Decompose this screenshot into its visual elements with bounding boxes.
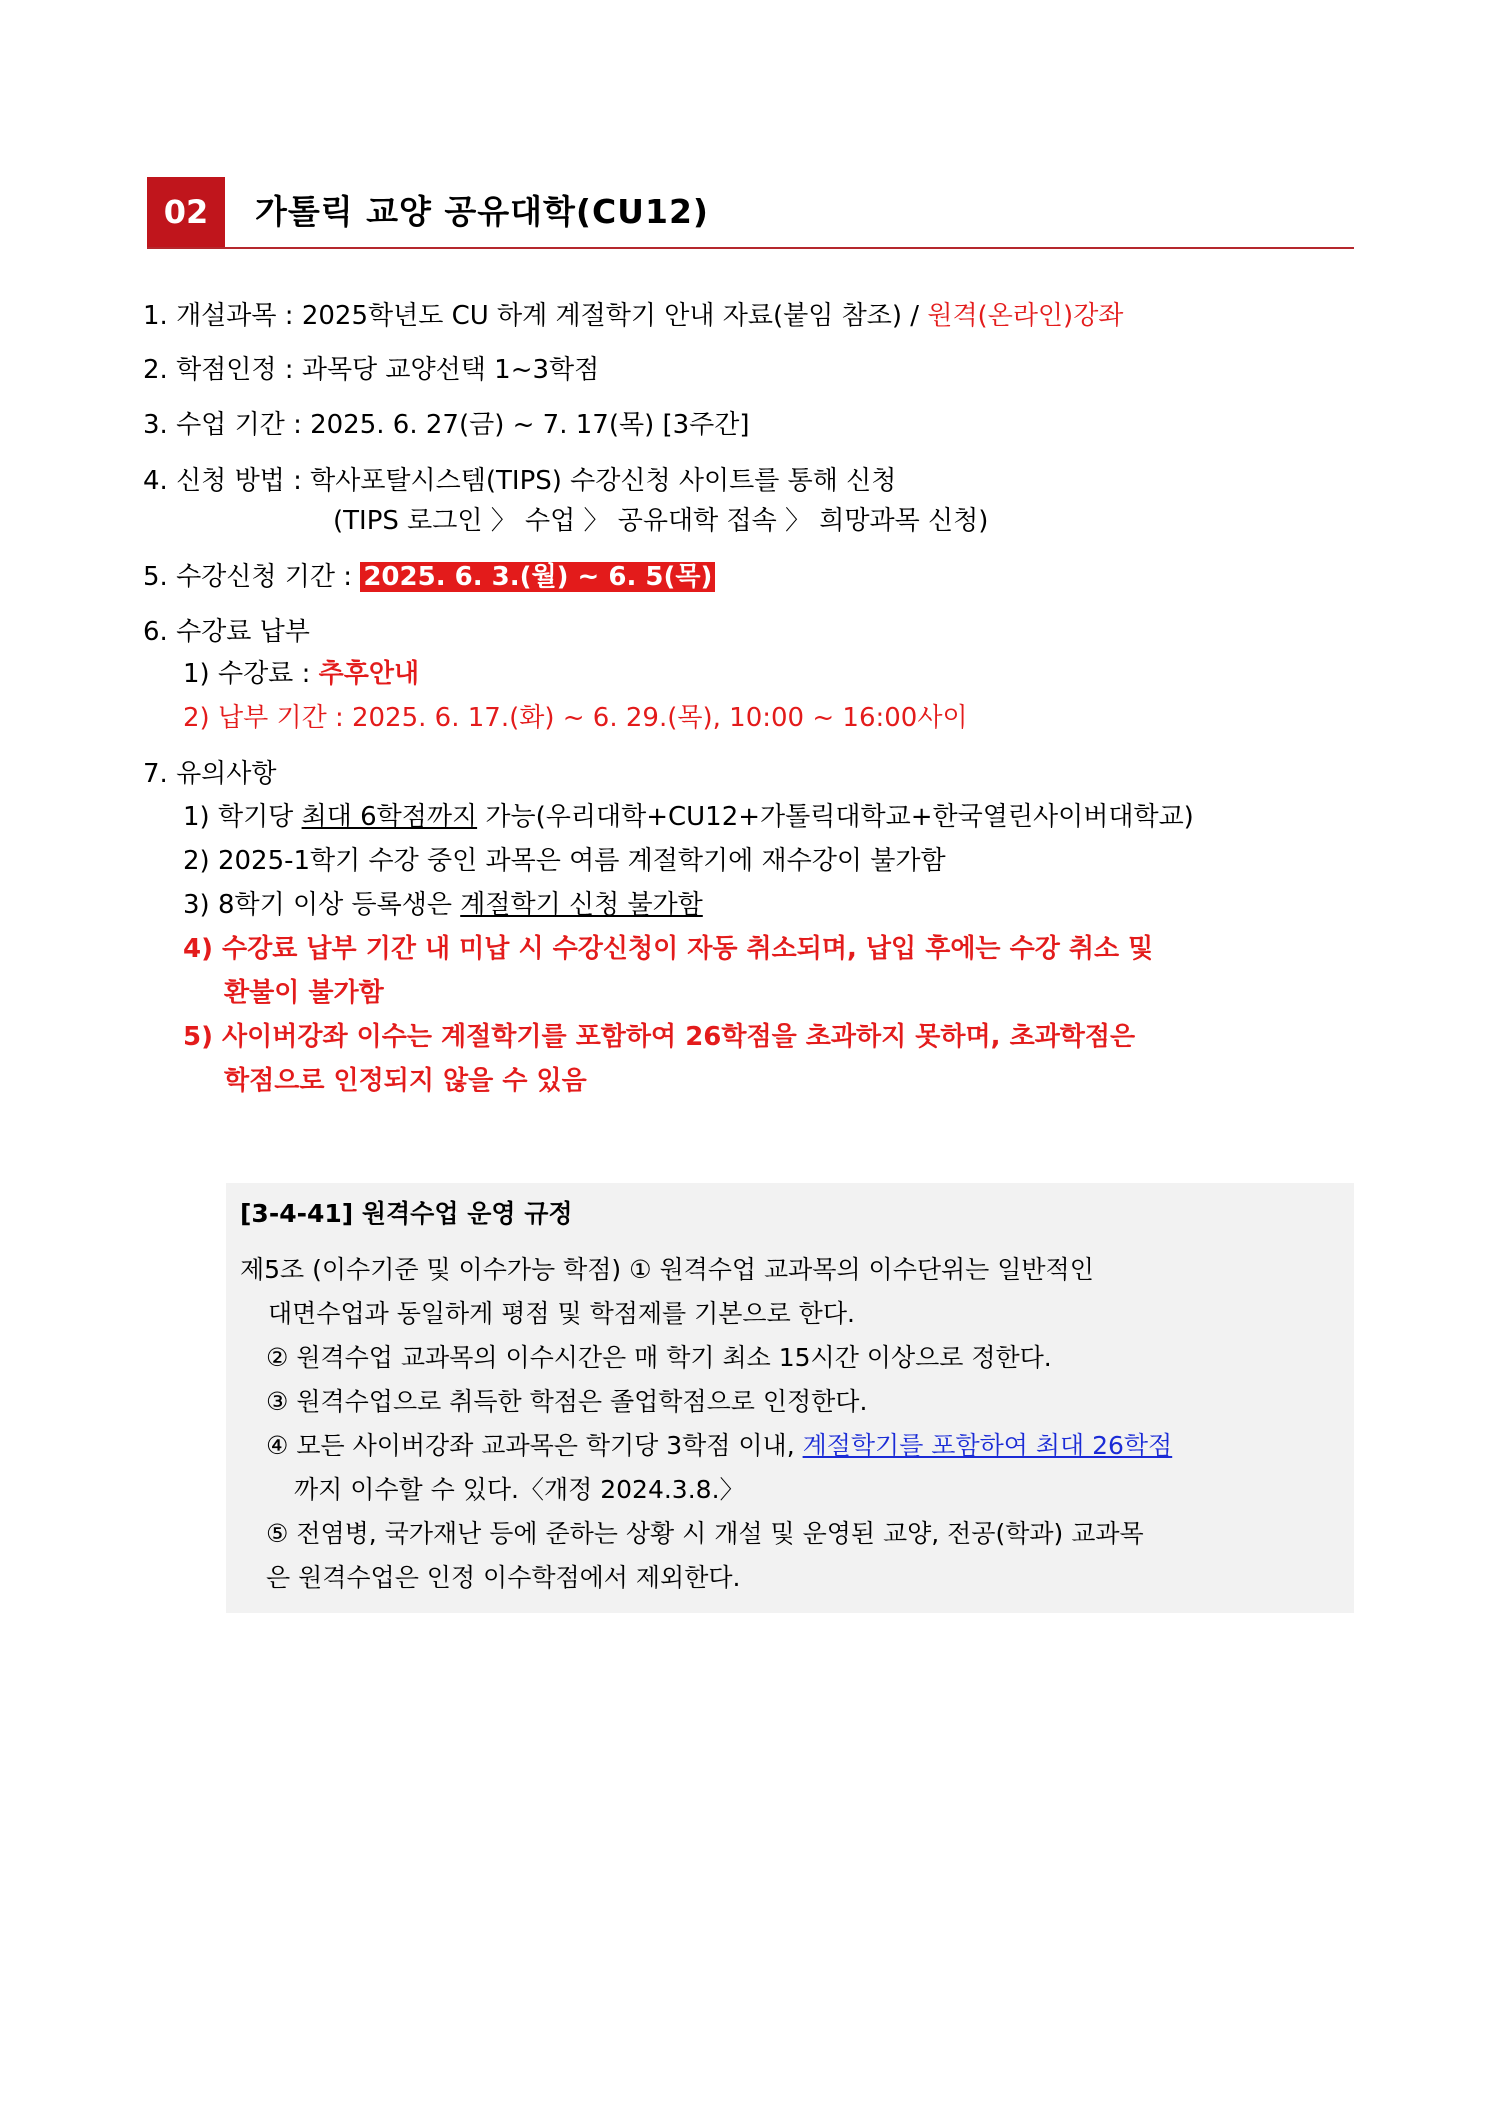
- fee-tbd-label: 추후안내: [318, 659, 420, 689]
- regulation-title: [3-4-41] 원격수업 운영 규정: [240, 1199, 573, 1228]
- item-4-continuation: (TIPS 로그인 〉 수업 〉 공유대학 접속 〉 희망과목 신청): [333, 506, 989, 536]
- item-7-sub-5-cont: 학점으로 인정되지 않을 수 있음: [224, 1066, 587, 1096]
- regulation-line-2: 대면수업과 동일하게 평점 및 학점제를 기본으로 한다.: [268, 1299, 855, 1328]
- item-7-title: 7. 유의사항: [143, 759, 277, 789]
- item-5: 5. 수강신청 기간 : 2025. 6. 3.(월) ~ 6. 5(목): [143, 559, 715, 595]
- regulation-line-7: ⑤ 전염병, 국가재난 등에 준하는 상황 시 개설 및 운영된 교양, 전공(학과) 교과목: [266, 1519, 1144, 1548]
- regulation-link[interactable]: 계절학기를 포함하여 최대 26학점: [802, 1431, 1173, 1460]
- item-7-sub-4-cont: 환불이 불가함: [224, 978, 384, 1008]
- regulation-line-1: 제5조 (이수기준 및 이수가능 학점) ① 원격수업 교과목의 이수단위는 일반적인: [240, 1255, 1094, 1284]
- registration-period-highlight: 2025. 6. 3.(월) ~ 6. 5(목): [360, 562, 715, 592]
- item-6-sub-2: 2) 납부 기간 : 2025. 6. 17.(화) ~ 6. 29.(목), 10:00 ~ 16:00사이: [183, 703, 968, 733]
- regulation-line-8: 은 원격수업은 인정 이수학점에서 제외한다.: [266, 1563, 741, 1592]
- item-6-title: 6. 수강료 납부: [143, 617, 310, 647]
- regulation-line-5: ④ 모든 사이버강좌 교과목은 학기당 3학점 이내, 계절학기를 포함하여 최대 26학점: [266, 1431, 1173, 1460]
- item-7-sub-1: 1) 학기당 최대 6학점까지 가능(우리대학+CU12+가톨릭대학교+한국열린사이버대학교): [183, 802, 1194, 832]
- item-6-sub-1: 1) 수강료 : 추후안내: [183, 659, 420, 689]
- item-7-sub-5: 5) 사이버강좌 이수는 계절학기를 포함하여 26학점을 초과하지 못하며, 초과학점은: [183, 1022, 1136, 1052]
- regulation-line-3: ② 원격수업 교과목의 이수시간은 매 학기 최소 15시간 이상으로 정한다.: [266, 1343, 1052, 1372]
- item-7-sub-4: 4) 수강료 납부 기간 내 미납 시 수강신청이 자동 취소되며, 납입 후에는 수강 취소 및: [183, 934, 1154, 964]
- item-7-sub-2: 2) 2025-1학기 수강 중인 과목은 여름 계절학기에 재수강이 불가함: [183, 846, 946, 876]
- item-4: 4. 신청 방법 : 학사포탈시스템(TIPS) 수강신청 사이트를 통해 신청: [143, 466, 897, 496]
- item-2: 2. 학점인정 : 과목당 교양선택 1~3학점: [143, 355, 600, 385]
- section-title: 가톨릭 교양 공유대학(CU12): [255, 192, 709, 231]
- online-course-label: 원격(온라인)강좌: [927, 301, 1124, 331]
- regulation-line-4: ③ 원격수업으로 취득한 학점은 졸업학점으로 인정한다.: [266, 1387, 868, 1416]
- item-1: 1. 개설과목 : 2025학년도 CU 하계 계절학기 안내 자료(붙임 참조) / 원격(온라인)강좌: [143, 301, 1124, 331]
- section-header: [147, 177, 1354, 249]
- item-7-sub-3: 3) 8학기 이상 등록생은 계절학기 신청 불가함: [183, 890, 703, 920]
- regulation-line-6: 까지 이수할 수 있다.〈개정 2024.3.8.〉: [294, 1475, 745, 1504]
- item-3: 3. 수업 기간 : 2025. 6. 27(금) ~ 7. 17(목) [3주간]: [143, 410, 750, 440]
- regulation-box: [226, 1183, 1354, 1613]
- section-number-badge: 02: [147, 177, 225, 247]
